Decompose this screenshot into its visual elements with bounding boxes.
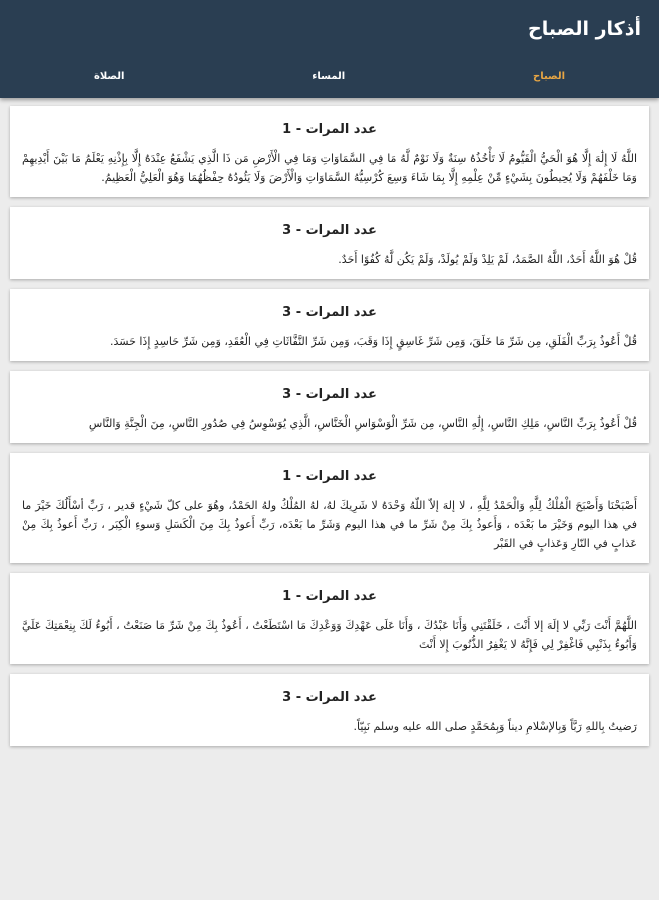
repeat-count: عدد المرات - 3 xyxy=(282,690,377,705)
repeat-count: عدد المرات - 3 xyxy=(282,223,377,238)
tab-bar xyxy=(0,69,659,84)
dhikr-card[interactable] xyxy=(10,106,649,197)
app-bar xyxy=(0,0,659,98)
dhikr-card[interactable] xyxy=(10,453,649,563)
dhikr-text: رَضيتُ بِاللهِ رَبَّاً وَبِالإسْلامِ ديناً وَبِمُحَمَّدٍ صلى الله عليه وسلم نَبِيّاً. xyxy=(353,720,637,733)
dhikr-text: قُلْ أَعُوذُ بِرَبِّ الْفَلَقِ، مِن شَرِّ مَا خَلَقَ، وَمِن شَرِّ غَاسِقٍ إِذَا وَقَبَ، وَمِن شَرِّ النَّفَّاثَاتِ فِي الْعُقَدِ، وَمِن شَرِّ حَاسِدٍ إِذَا حَسَدَ. xyxy=(110,335,637,348)
repeat-count: عدد المرات - 1 xyxy=(282,469,377,484)
tab-morning[interactable]: الصباح xyxy=(533,71,566,82)
dhikr-card[interactable] xyxy=(10,207,649,279)
dhikr-text: اللَّهُ لَا إِلَٰهَ إِلَّا هُوَ الْحَيُّ الْقَيُّومُ لَا تَأْخُذُهُ سِنَةٌ وَلَا نَوْمٌ لَّهُ مَا فِي السَّمَاوَاتِ وَمَا فِي الْأَرْضِ مَن ذَا الَّذِي يَشْفَعُ عِنْدَهُ إِلَّا بِإِذْنِهِ يَعْلَمُ مَا بَيْنَ أَيْدِيهِمْ وَمَا خَلْفَهُمْ وَلَا يُحِيطُونَ بِشَيْءٍ مِّنْ عِلْمِهِ إِلَّا بِمَا شَاءَ وَسِعَ كُرْسِيُّهُ السَّمَاوَاتِ وَالْأَرْضَ وَلَا يَئُودُهُ حِفْظُهُمَا وَهُوَ الْعَلِيُّ الْعَظِيمُ. xyxy=(22,152,637,184)
adhkar-list[interactable] xyxy=(0,98,659,746)
dhikr-text: أَصْبَحْنَا وَأَصْبَحَ الْمُلْكُ لِلَّهِ وَالْحَمْدُ لِلَّهِ ، لا إلهَ إلاّ اللّهُ وَحْدَهُ لا شَرِيكَ لهُ، لهُ المُلْكُ ولهُ الحَمْدُ، وهُوَ على كلّ شَيْءٍ قدير ، رَبِّ أسْأَلُكَ خَيْرَ ما في هذا اليوم وَخَيْرَ ما بَعْدَه ، وَأَعوذُ بِكَ مِنْ شَرِّ ما في هذا اليوم وَشَرِّ ما بَعْدَه، رَبِّ أَعوذُ بِكَ مِنَ الْكَسَلِ وَسوءِ الْكِبَر ، رَبِّ أَعوذُ بِكَ مِنْ عَذابٍ في النّارِ وَعَذابٍ في القَبْر xyxy=(22,499,637,550)
tab-evening[interactable]: المساء xyxy=(312,71,346,82)
repeat-count: عدد المرات - 1 xyxy=(282,589,377,604)
dhikr-card[interactable] xyxy=(10,674,649,746)
dhikr-card[interactable] xyxy=(10,289,649,361)
dhikr-text: قُلْ أَعُوذُ بِرَبِّ النَّاسِ، مَلِكِ النَّاسِ، إِلَٰهِ النَّاسِ، مِن شَرِّ الْوَسْوَاسِ الْخَنَّاسِ، الَّذِي يُوَسْوِسُ فِي صُدُورِ النَّاسِ، مِنَ الْجِنَّةِ وَالنَّاسِ xyxy=(88,417,637,430)
repeat-count: عدد المرات - 3 xyxy=(282,305,377,320)
dhikr-card[interactable] xyxy=(10,573,649,664)
dhikr-text: اللَّهُمَّ أَنْتَ رَبِّي لا إلَهَ إلا أَنْتَ ، خَلَقْتَنِي وَأَنَا عَبْدُكَ ، وَأَنَا عَلَى عَهْدِكَ وَوَعْدِكَ مَا اسْتَطَعْتُ ، أَعُوذُ بِكَ مِنْ شَرِّ مَا صَنَعْتُ ، أَبُوءُ لَكَ بِنِعْمَتِكَ عَلَيَّ وَأَبُوءُ بِذَنْبِي فَاغْفِرْ لِي فَإِنَّهُ لا يَغْفِرُ الذُّنُوبَ إِلا أَنْتَ xyxy=(22,619,637,651)
dhikr-text: قُلْ هُوَ اللَّهُ أَحَدٌ، اللَّهُ الصَّمَدُ، لَمْ يَلِدْ وَلَمْ يُولَدْ، وَلَمْ يَكُن لَّهُ كُفُوًا أَحَدٌ. xyxy=(338,253,637,266)
tab-prayer[interactable]: الصلاة xyxy=(93,71,125,82)
repeat-count: عدد المرات - 1 xyxy=(282,122,377,137)
repeat-count: عدد المرات - 3 xyxy=(282,387,377,402)
page-title: أذكار الصباح xyxy=(528,18,641,40)
dhikr-card[interactable] xyxy=(10,371,649,443)
